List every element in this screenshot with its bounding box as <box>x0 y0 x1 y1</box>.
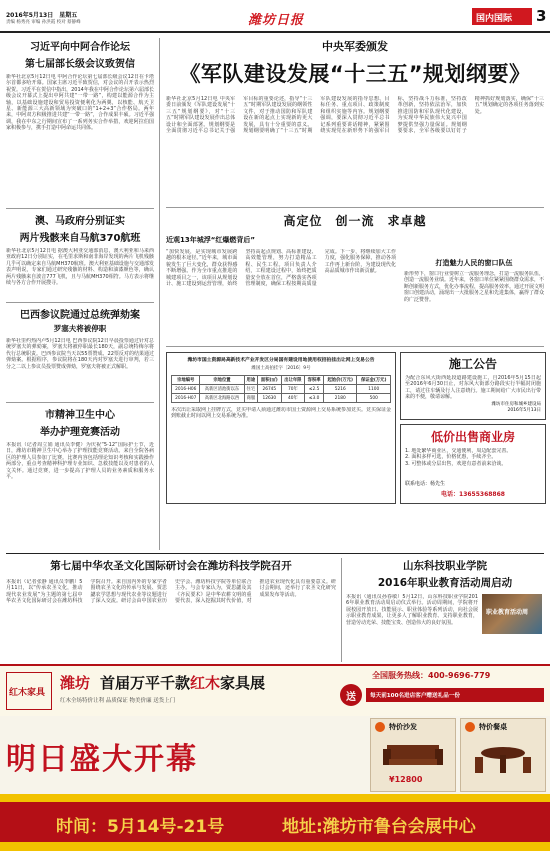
ad-top-band <box>0 664 550 716</box>
article-body: 本报讯（记者周立娟 通讯员李健）为庆祝“5·12”国际护士节，近日，潍坊市精神卫生中心举办了护理技能竞赛活动。来自全院各病区的护理人员参加了比赛。比赛内容包括理论知识考核和实践操作两部分，重点考查精神科护理专业知识、急救技能以及对患者的人文关怀。通过竞赛，进一步提高了护理人员的业务素质和服务水平。 <box>6 442 154 481</box>
ad-dijia <box>400 424 546 504</box>
land-announcement <box>166 352 396 504</box>
table-cell: 2016-H07 <box>172 394 200 403</box>
table-cell: 1100 <box>357 385 391 394</box>
announcement-title: 潍坊市国土资源局高新技术产业开发区分局国有建设用地使用权招拍挂出让网上交易公告 <box>187 358 375 363</box>
headline: 山东科技职业学院 <box>403 560 487 572</box>
ad-footer-inner <box>0 802 550 842</box>
article-bamaka <box>6 306 154 410</box>
headline: 市精神卫生中心 <box>45 410 115 421</box>
article-xi-meeting <box>6 38 154 210</box>
table-header-cell: 宗地编号 <box>172 376 200 385</box>
notice-shigong <box>400 352 546 420</box>
headline: 第七届部长级会议致贺信 <box>25 59 135 70</box>
article-weisheng <box>6 406 154 514</box>
ad-headline <box>100 672 265 693</box>
ad-slogan: 红木全场特价让利 品质保证 物美价廉 送货上门 <box>60 698 176 704</box>
masthead-rule <box>0 31 550 33</box>
table-header-cell: 保证金(万元) <box>357 376 391 385</box>
main-headline: 《军队建设发展“十三五”规划纲要》 <box>179 62 531 86</box>
table-cell: 12630 <box>258 394 281 403</box>
headline: 打造魅力人民的窗口队伍 <box>435 259 513 267</box>
table-cell: 高新区北海路以西 <box>200 394 244 403</box>
table-cell: 26745 <box>258 385 281 394</box>
article-body: 新华社北京5月12日电 中阿合作论坛第七届部长级会议12日在卡塔尔首都多哈开幕。国家主席习近平致贺信，对会议的召开表示热烈祝贺。习近平在贺信中指出，2014年我在中阿合作论坛第六届部长级会议开幕式上提出中阿共建“一带一路”，构建以能源合作为主轴，以基础设施建设和贸易投资便利化为两翼，以核能、航天卫星、新能源三大高新领域为突破口的“1+2+3”合作格局。两年来，中阿双方积极推进共建“一带一路”，合作成果丰硕。习近平强调，我在中东之行期间宣布了一系列务实合作举措，欢迎阿拉伯国家积极参与，携手打造中阿命运共同体。 <box>6 74 154 132</box>
kicker: 中央军委颁发 <box>322 40 388 53</box>
article-body: 本报讯（记者张静 通讯员李鹏）5月11日，以“传承农圣文化，推动现代农业发展”为主题的第七届中华农圣文化国际研讨会在潍坊科技学院召开。来自国内外的专家学者围绕农圣文化的传承与发展、贾思勰农学思想与现代农业等议题进行了深入交流。研讨会由中国农业历史学会、潍坊科技学院等单位联合主办。与会专家认为，贾思勰及其《齐民要术》是中华农耕文明的重要代表，深入挖掘其时代价值，对推进农业现代化具有重要意义。研讨会期间，还举行了农圣文化研究成果发布等活动。 <box>6 579 336 605</box>
table-cell: ≤3.0 <box>305 394 324 403</box>
table-cell: 商服 <box>244 394 258 403</box>
headline: 习近平向中阿合作论坛 <box>30 42 130 53</box>
school-photo <box>482 594 542 634</box>
ad-hotline: 全国服务热线：400-9696-779 <box>372 671 491 680</box>
article-body: 本报讯（通讯员孙春敏）5月12日，山东科技职业学院2016年职业教育活动周启动仪式举行。活动周期间，学院将开展校园开放日、技能展示、职业体验等系列活动，向社会展示职业教育成果，让更多人了解职业教育、支持职业教育，营造劳动光荣、技能宝贵、创造伟大的良好氛围。 <box>346 594 478 626</box>
product-table <box>460 718 546 792</box>
article-body: 新形势下，窗口行业要树立一流服务理念，打造一流服务队伍，创造一流服务业绩。近年来，各窗口单位紧紧围绕群众需求，不断创新服务方式，优化办事流程，提高服务效率。通过开展文明窗口创建活动，涌现出一大批服务之星和先进集体，赢得了群众的广泛赞誉。 <box>404 271 544 303</box>
notice-signature: 潍坊市住房和城乡建设局 <box>491 402 541 407</box>
notice-date: 2016年5月13日 <box>507 408 541 413</box>
product-tag: 特价餐桌 <box>479 723 507 731</box>
footer-time: 时间：5月14号-21号 <box>56 817 225 837</box>
table-cell: 40年 <box>281 394 305 403</box>
product-tag: 特价沙发 <box>389 723 417 731</box>
photo-caption: 职业教育活动周 <box>486 609 529 616</box>
brand-name: 红木家具 <box>9 688 46 698</box>
headline: 第七届中华农圣文化国际研讨会在潍坊科技学院召开 <box>50 560 292 572</box>
sofa-icon <box>381 737 445 771</box>
headline: 举办护理竞赛活动 <box>40 427 120 438</box>
page-number: 3 <box>536 7 547 25</box>
ad-city: 潍坊 <box>60 674 91 692</box>
gift-bar <box>366 688 544 702</box>
gift-badge <box>340 684 362 706</box>
announcement-subtitle: 潍国土高拍挂字〔2016〕9号 <box>251 366 311 371</box>
table-row <box>172 385 391 394</box>
contact-line <box>405 480 545 487</box>
product-price: ¥12800 <box>389 775 423 784</box>
land-table <box>171 375 391 403</box>
fire-icon <box>375 722 385 732</box>
article-body: 新华社北京5月12日电 中央军委日前颁发《军队建设发展“十三五”规划纲要》，对“十三五”时期军队建设发展作出总体设计和全面部署。规划纲要是全面贯彻习近平总书记关于强军目标的重要论述，指导“十三五”时期军队建设发展的纲领性文件，对于推动国防和军队建设在新的起点上实现新的更大发展，具有十分重要的意义。规划纲要明确了“十三五”时期军队建设发展的指导思想、目标任务、重点项目、政策制度和组织实施等内容。规划纲要强调，要深入贯彻习近平总书记系列重要讲话精神，紧紧围绕实现党在新形势下的强军目标，坚持战斗力标准，坚持改革创新，坚持依法治军，加快推进国防和军队现代化建设，为实现中华民族伟大复兴中国梦提供坚强力量保证。规划纲要要求，全军各级要以钉钉子精神抓好规划落实，确保“十三五”规划确定的各项任务落到实处。 <box>166 96 544 135</box>
ad-footer <box>0 794 550 851</box>
table-cell: 2180 <box>323 394 356 403</box>
fire-icon <box>465 722 475 732</box>
paper-name: 潍坊日报 <box>248 13 305 28</box>
table-cell: 住宅 <box>244 385 258 394</box>
section-tab <box>472 8 532 25</box>
ad-furniture <box>0 664 550 851</box>
notice-body: 为配合东风大街西延段道路建设施工，自2016年5月15日起至2016年6月30日止，对东风大街部分路段实行半幅封闭施工，请过往车辆及行人注意绕行。施工期间给广大市民出行带来的不便，敬请谅解。 <box>405 375 541 401</box>
table-cell: 500 <box>357 394 391 403</box>
masthead <box>0 0 550 31</box>
article-dazao <box>404 258 544 313</box>
article-body: “加快发展，是实现城市发展跨越的根本途径。”近年来，城市面貌发生了巨大变化，群众获得感不断增强。作为全市重点推进的城建项目之一，该项目从规划设计、施工建设到运营管理，始终坚持高起点规划、高标准建设、高效能管理，努力打造精品工程、民生工程。项目负责人介绍，工程建设过程中，始终把质量安全放在首位，严格落实各项管理制度，确保工程按期高质量完成。下一步，将继续加大工作力度，强化服务保障，推动各项工作再上新台阶，为建设现代化高品质城市作出新贡献。 <box>166 249 396 288</box>
sub-line: 责编 杨秀亮 审编 孙洪霞 校对 蔡静峰 <box>6 20 81 25</box>
gift-badge-text: 送 <box>346 692 356 703</box>
contact-phone: 电话：13655368868 <box>441 491 505 498</box>
article-junji <box>166 38 544 196</box>
table-row <box>172 394 391 403</box>
footer-address: 地址:潍坊市鲁台会展中心 <box>282 817 476 837</box>
headline: 两片残骸来自马航370航班 <box>19 233 141 244</box>
subtitle: 近观13年城浮“红爆燃背后” <box>166 236 255 244</box>
ad-body: 1. 地处繁华商业区，交通便利，周边配套完善。 2. 面积多样可选，价格优惠，手续齐全。 3. 可整体或分层出售，欢迎有意者前来洽谈。 <box>405 448 512 467</box>
headline: 施工公告 <box>448 357 497 371</box>
date-line: 2016年5月13日 星期五 <box>6 12 78 19</box>
table-header-cell: 起始价(万元) <box>323 376 356 385</box>
table-header-cell: 用途 <box>244 376 258 385</box>
table-header-cell: 宗地位置 <box>200 376 244 385</box>
table-header-cell: 容积率 <box>305 376 324 385</box>
grand-opening: 明日盛大开幕 <box>6 742 198 777</box>
table-cell: 5216 <box>323 385 356 394</box>
article-zhonghua <box>6 558 336 674</box>
table-header-cell: 面积(㎡) <box>258 376 281 385</box>
article-aomen <box>6 212 154 308</box>
table-header-cell: 出让年限 <box>281 376 305 385</box>
contact-name: 杨先生 <box>430 481 446 487</box>
headline-red: 红木 <box>190 674 221 692</box>
contact-label: 联系电话： <box>405 481 431 487</box>
headline-part: 首届万平千款 <box>100 674 191 692</box>
headline-tail: 家具展 <box>220 674 266 692</box>
product-sofa <box>370 718 456 792</box>
headline: 澳、马政府分别证实 <box>35 216 125 227</box>
section-title: 国内国际 <box>476 14 513 24</box>
dining-table-icon <box>471 739 535 779</box>
headline: 罗塞夫将被停职 <box>53 324 107 333</box>
headline: 巴西参议院通过总统弹劾案 <box>20 310 140 321</box>
headline: 2016年职业教育活动周启动 <box>377 577 513 589</box>
article-body: 新华社北京5月12日电 据澳大利亚交通部消息，澳大利亚和马来西亚政府12日分别证实，在毛里求斯和南非海岸发现的两片飞机残骸几乎可以确定来自马航MH370航班。澳大利亚基础设施与交通部发表声明说，专家们通过研究残骸的材料、构造和油漆颜色等，确认两片残骸来自波音777飞机，且与马航MH370相符。马方表示将继续与各方合作开展搜寻。 <box>6 248 154 287</box>
headline: 低价出售商业房 <box>430 430 515 444</box>
table-cell: 2016-H06 <box>172 385 200 394</box>
table-cell: 高新区清池街以东 <box>200 385 244 394</box>
brand-logo <box>6 672 52 710</box>
table-cell: ≤2.5 <box>305 385 324 394</box>
kicker: 高定位 创一流 求卓越 <box>283 214 427 228</box>
announcement-note: 本次出让采取网上挂牌方式，竞买申请人须通过潍坊市国土资源网上交易系统参加竞买。竞买保证金到账截止时间以网上交易系统为准。 <box>171 407 391 420</box>
article-body: 新华社里约热内卢5月12日电 巴西参议院12日早晨投票通过针对总统罗塞夫的弹劾案，罗塞夫将被停职最长180天，副总统特梅尔将代行总统职责。巴西参议院当天以55票赞成、22票反对的结果通过弹劾案。根据程序，参议院将在180天内对罗塞夫进行审判，若三分之二以上参议员投票赞成弹劾，罗塞夫将被正式解职。 <box>6 338 154 370</box>
table-cell: 70年 <box>281 385 305 394</box>
gift-bar-text: 每天前100名进店客户赠送礼品一份 <box>370 693 460 699</box>
